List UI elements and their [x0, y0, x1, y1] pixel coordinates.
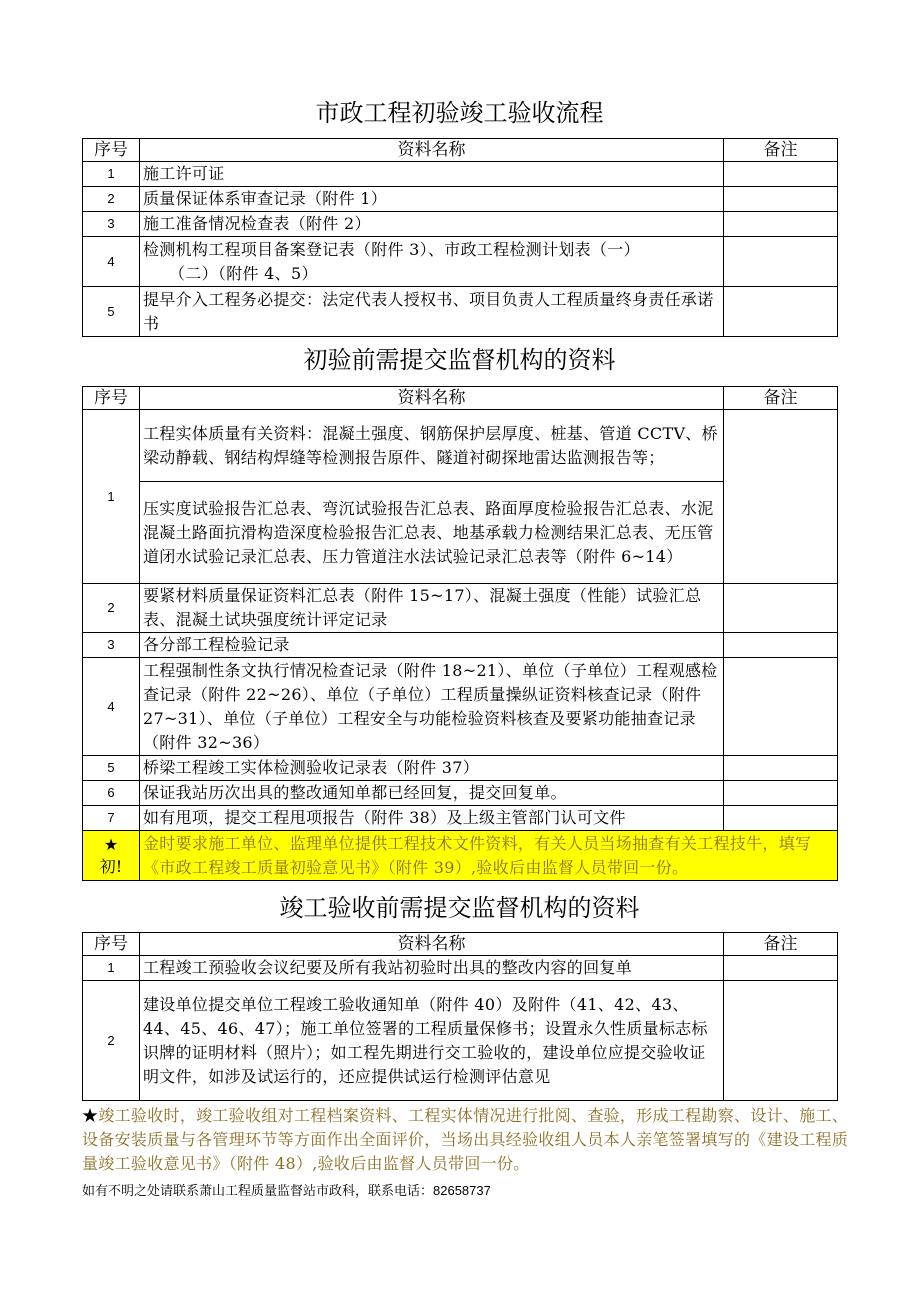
section3-table	[82, 932, 838, 1101]
row-text-line2: （二）（附件 4、5）	[169, 263, 318, 283]
row-text: 质量保证体系审查记录（附件 1）	[140, 187, 724, 212]
row-remark	[724, 187, 838, 212]
row-number: 1	[83, 956, 140, 981]
row-number: 4	[83, 658, 140, 756]
row-remark	[724, 806, 838, 831]
section3-title: 竣工验收前需提交监督机构的资料	[279, 894, 640, 922]
row-remark	[724, 756, 838, 781]
star-icon: ★	[82, 1106, 99, 1125]
row-remark	[724, 287, 838, 337]
table-row	[83, 287, 838, 337]
row-number: 1	[83, 410, 140, 584]
header-remark: 备注	[724, 387, 838, 410]
table-row	[83, 806, 838, 831]
row-text: 工程实体质量有关资料：混凝土强度、钢筋保护层厚度、桩基、管道 CCTV、桥梁动静载、钢结构焊缝等检测报告原件、隧道衬砌探地雷达监测报告等；	[140, 410, 724, 482]
header-remark: 备注	[724, 139, 838, 162]
star-icon: ★	[103, 834, 119, 854]
table-row	[83, 162, 838, 187]
section1-table	[82, 138, 838, 337]
row-remark	[724, 781, 838, 806]
header-no: 序号	[83, 387, 140, 410]
row-remark	[724, 633, 838, 658]
row-remark	[724, 981, 838, 1101]
row-number: 6	[83, 781, 140, 806]
contact-info: 如有不明之处请联系萧山工程质量监督站市政科，联系电话：82658737	[82, 1183, 491, 1198]
row-number: 4	[83, 237, 140, 287]
row-text: 施工许可证	[140, 162, 724, 187]
row-remark	[724, 212, 838, 237]
row-text	[140, 237, 724, 287]
footnote-text: 竣工验收时，竣工验收组对工程档案资料、工程实体情况进行批阅、查验，形成工程勘察、设计、施工、设备安装质量与各管理环节等方面作出全面评价，当场出具经验收组人员本人亲笔签署填写的《建设工程质量竣工验收意见书》（附件 48）,验收后由监督人员带回一份。	[82, 1106, 849, 1173]
table-row	[83, 781, 838, 806]
row-remark	[724, 956, 838, 981]
header-no: 序号	[83, 933, 140, 956]
row-number: 2	[83, 584, 140, 633]
note-text: 金时要求施工单位、监理单位提供工程技术文件资料，有关人员当场抽查有关工程技牛，填写《市政工程竣工质量初验意见书》（附件 39）,验收后由监督人员带回一份。	[140, 831, 838, 881]
table-row	[83, 658, 838, 756]
section1-title: 市政工程初验竣工验收流程	[315, 99, 604, 127]
highlight-note-row	[83, 831, 838, 881]
row-remark	[724, 658, 838, 756]
table-row	[83, 633, 838, 658]
table-row	[83, 584, 838, 633]
table-row	[83, 756, 838, 781]
table-header-row	[83, 387, 838, 410]
completion-footnote	[82, 1104, 852, 1176]
table-header-row	[83, 933, 838, 956]
row-text: 各分部工程检验记录	[140, 633, 724, 658]
row-number: 5	[83, 756, 140, 781]
row-text-line1: 检测机构工程项目备案登记表（附件 3）、市政工程检测计划表（一）	[143, 239, 640, 259]
header-name: 资料名称	[140, 139, 724, 162]
row-remark	[724, 410, 838, 584]
table-row	[83, 956, 838, 981]
row-text: 工程竣工预验收会议纪要及所有我站初验时出具的整改内容的回复单	[140, 956, 724, 981]
table-row	[83, 187, 838, 212]
row-number: 3	[83, 212, 140, 237]
row-text: 工程强制性条文执行情况检查记录（附件 18~21）、单位（子单位）工程观感检查记录（附件 22~26）、单位（子单位）工程质量操纵证资料核查记录（附件 27~31）、单位（子单位）工程安全与功能检验资料核查及要紧功能抽查记录（附件 32~36）	[140, 658, 724, 756]
header-name: 资料名称	[140, 387, 724, 410]
row-number: 5	[83, 287, 140, 337]
row-number: 3	[83, 633, 140, 658]
row-text: 提早介入工程务必提交：法定代表人授权书、项目负责人工程质量终身责任承诺书	[140, 287, 724, 337]
section2-title: 初验前需提交监督机构的资料	[303, 346, 616, 374]
table-header-row	[83, 139, 838, 162]
table-row	[83, 237, 838, 287]
row-number: 2	[83, 187, 140, 212]
row-text: 保证我站历次出具的整改通知单都已经回复，提交回复单。	[140, 781, 724, 806]
row-remark	[724, 584, 838, 633]
row-number: 1	[83, 162, 140, 187]
header-no: 序号	[83, 139, 140, 162]
table-row	[83, 212, 838, 237]
header-name: 资料名称	[140, 933, 724, 956]
row-text: 要紧材料质量保证资料汇总表（附件 15~17）、混凝土强度（性能）试验汇总表、混凝土试块强度统计评定记录	[140, 584, 724, 633]
note-marker	[83, 831, 140, 881]
row-text-2: 压实度试验报告汇总表、弯沉试验报告汇总表、路面厚度检验报告汇总表、水泥混凝土路面抗滑构造深度检验报告汇总表、地基承载力检测结果汇总表、无压管道闭水试验记录汇总表、压力管道注水法试验记录汇总表等（附件 6~14）	[140, 482, 724, 584]
header-remark: 备注	[724, 933, 838, 956]
row-text: 桥梁工程竣工实体检测验收记录表（附件 37）	[140, 756, 724, 781]
row-text: 建设单位提交单位工程竣工验收通知单（附件 40）及附件（41、42、43、44、45、46、47）；施工单位签署的工程质量保修书；设置永久性质量标志标识牌的证明材料（照片）；如工程先期进行交工验收的，建设单位应提交验收证明文件，如涉及试运行的，还应提供试运行检测评估意见	[140, 981, 724, 1101]
row-number: 2	[83, 981, 140, 1101]
table-row	[83, 981, 838, 1101]
row-number: 7	[83, 806, 140, 831]
section2-table	[82, 386, 838, 881]
note-marker-label: 初!	[99, 856, 123, 876]
row-remark	[724, 162, 838, 187]
row-text: 施工准备情况检查表（附件 2）	[140, 212, 724, 237]
row-text: 如有甩项，提交工程甩项报告（附件 38）及上级主管部门认可文件	[140, 806, 724, 831]
table-row	[83, 410, 838, 482]
row-remark	[724, 237, 838, 287]
